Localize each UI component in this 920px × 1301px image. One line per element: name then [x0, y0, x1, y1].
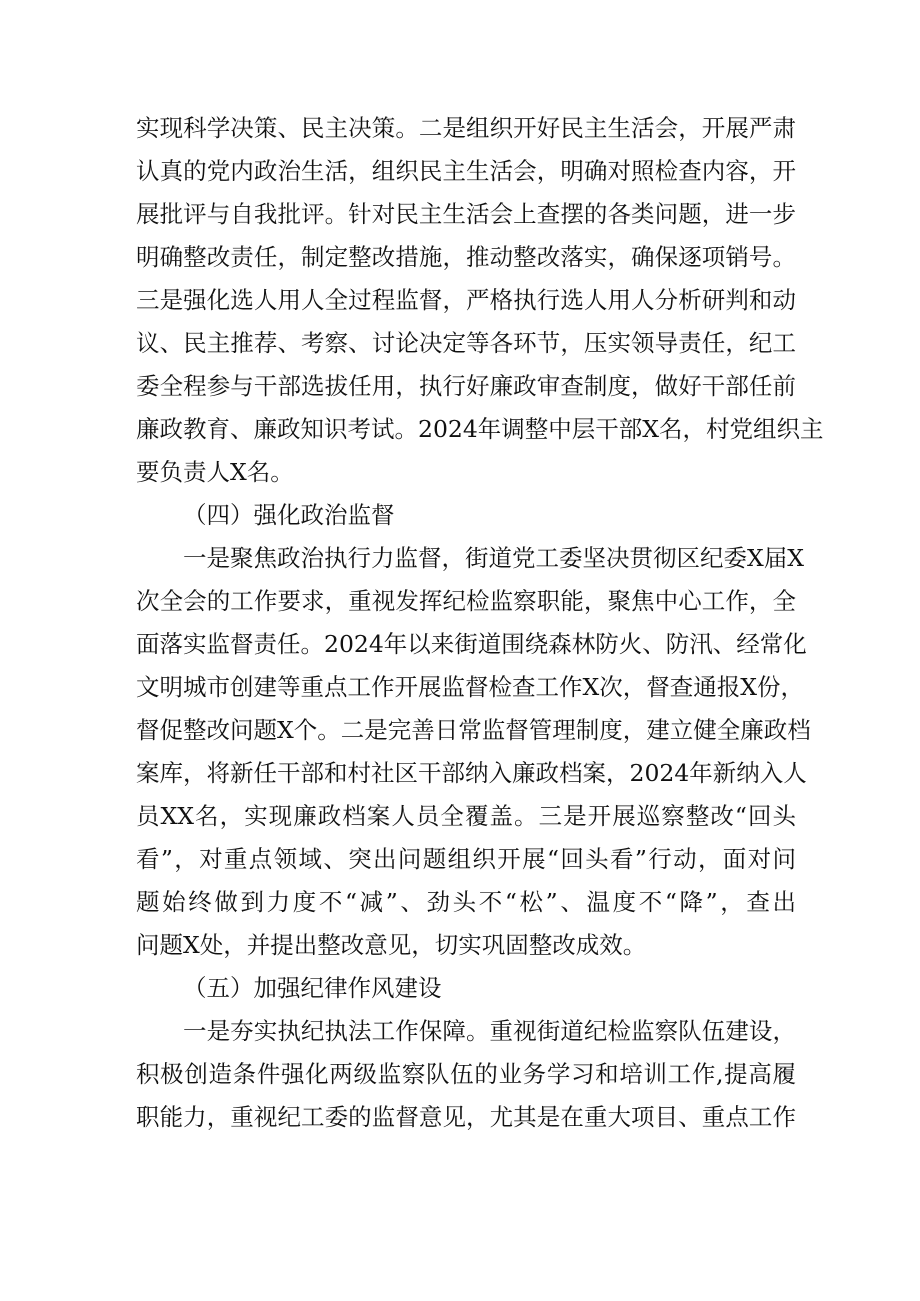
text-line: 次全会的工作要求，重视发挥纪检监察职能，聚焦中心工作，全: [136, 587, 796, 615]
text-line: 委全程参与干部选拔任用，执行好廉政审查制度，做好干部任前: [136, 372, 796, 400]
text-line: 一是聚焦政治执行力监督，街道党工委坚决贯彻区纪委X届X: [183, 544, 804, 572]
text-line: 案库，将新任干部和村社区干部纳入廉政档案，2024年新纳入人: [136, 759, 807, 787]
text-line: 认真的党内政治生活，组织民主生活会，明确对照检查内容，开: [136, 157, 796, 185]
text-line: 员XX名，实现廉政档案人员全覆盖。三是开展巡察整改“回头: [136, 802, 796, 830]
text-line: 三是强化选人用人全过程监督，严格执行选人用人分析研判和动: [136, 286, 796, 314]
text-line: 督促整改问题X个。二是完善日常监督管理制度，建立健全廉政档: [136, 716, 811, 744]
text-line: 实现科学决策、民主决策。二是组织开好民主生活会，开展严肃: [136, 114, 796, 142]
text-line: 议、民主推荐、考察、讨论决定等各环节，压实领导责任，纪工: [136, 329, 796, 357]
text-line: 面落实监督责任。2024年以来街道围绕森林防火、防汛、经常化: [136, 630, 807, 658]
section-heading-4: （四）强化政治监督: [183, 501, 395, 529]
text-line: 要负责人X名。: [136, 458, 294, 486]
text-line: 职能力，重视纪工委的监督意见，尤其是在重大项目、重点工作: [136, 1103, 796, 1131]
text-line: 看”，对重点领域、突出问题组织开展“回头看”行动，面对问: [136, 845, 796, 873]
text-line: 积极创造条件强化两级监察队伍的业务学习和培训工作,提高履: [136, 1060, 796, 1088]
text-line: 一是夯实执纪执法工作保障。重视街道纪检监察队伍建设，: [183, 1017, 796, 1045]
text-line: 文明城市创建等重点工作开展监督检查工作X次，督查通报X份，: [136, 673, 804, 701]
text-line: 廉政教育、廉政知识考试。2024年调整中层干部X名，村党组织主: [136, 415, 824, 443]
text-line: 展批评与自我批评。针对民主生活会上查摆的各类问题，进一步: [136, 200, 796, 228]
text-line: 问题X处，并提出整改意见，切实巩固整改成效。: [136, 931, 647, 959]
text-line: 明确整改责任，制定整改措施，推动整改落实，确保逐项销号。: [136, 243, 796, 271]
section-heading-5: （五）加强纪律作风建设: [183, 974, 442, 1002]
text-line: 题始终做到力度不“减”、劲头不“松”、温度不“降”，查出: [136, 888, 796, 916]
